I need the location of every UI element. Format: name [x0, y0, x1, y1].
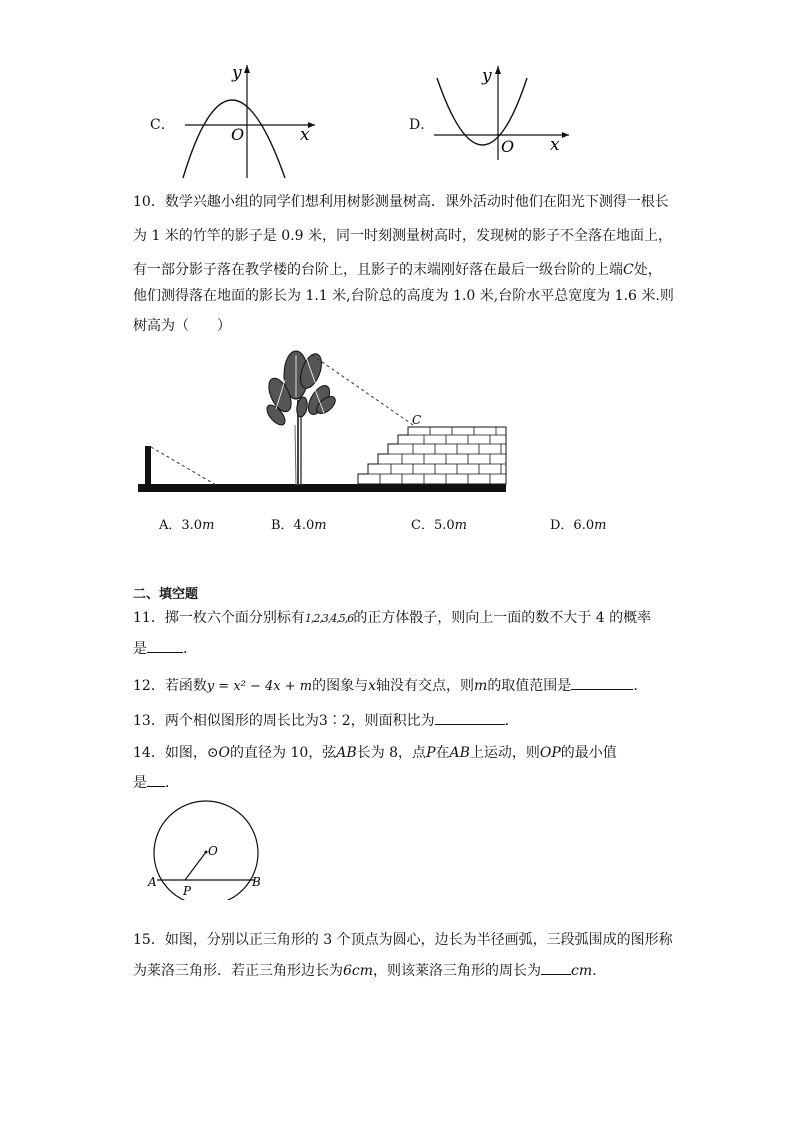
q15-line-1: 15．如图，分别以正三角形的 3 个顶点为圆心，边长为半径画弧，三段弧围成的图形称	[133, 932, 673, 948]
option-c-y-label: y	[232, 63, 242, 83]
q15-line-2: 为莱洛三角形．若正三角形边长为6cm，则该莱洛三角形的周长为 cm.	[133, 960, 597, 981]
option-c-x-label: x	[300, 125, 310, 145]
q10-option-c[interactable]: C．5.0m	[411, 518, 467, 533]
option-d	[409, 62, 574, 162]
figure-point-c-label: C	[412, 413, 422, 427]
q12-formula: y = x² − 4x + m	[206, 679, 313, 694]
option-c-origin-label: O	[231, 125, 245, 144]
q14-circle-figure	[145, 800, 270, 900]
q13-line: 13．两个相似图形的周长比为3∶2，则面积比为 ．	[133, 710, 519, 731]
q14-label-a: A	[148, 875, 157, 889]
q13-answer-blank[interactable]	[435, 710, 505, 725]
option-d-x-label: x	[550, 135, 560, 155]
q11-answer-blank[interactable]	[147, 638, 183, 653]
q10-line-4: 他们测得落在地面的影长为 1.1 米,台阶总的高度为 1.0 米,台阶水平总宽度为 1.6 米.则	[133, 288, 674, 304]
option-c-label: C．	[150, 117, 175, 133]
q14-label-p: P	[183, 884, 192, 898]
q10-line-1: 10．数学兴趣小组的同学们想利用树影测量树高．课外活动时他们在阳光下测得一根长	[133, 194, 669, 210]
option-d-graph	[431, 62, 574, 162]
pole-shadow-line	[151, 447, 216, 485]
section-heading-fill-in: 二、填空题	[133, 587, 199, 602]
q10-line-2: 为 1 米的竹竿的影子是 0.9 米，同一时刻测量树高时，发现树的影子不全落在地面上，	[133, 228, 672, 244]
q12-line: 12．若函数y = x² − 4x + m的图象与x轴没有交点，则m的取值范围是 ．	[133, 675, 647, 697]
segment-op	[185, 852, 206, 880]
q10-line-5: 树高为（ ）	[133, 318, 231, 334]
q12-answer-blank[interactable]	[571, 675, 633, 690]
option-d-origin-label: O	[501, 137, 515, 156]
q14-label-b: B	[252, 875, 261, 889]
option-d-label: D．	[409, 117, 435, 133]
q14-line-1: 14．如图，⊙O的直径为 10，弦AB长为 8，点P在AB上运动，则OP的最小值	[133, 745, 617, 761]
q14-label-o: O	[208, 844, 218, 858]
q13-ratio: 3∶2	[318, 713, 351, 729]
q14-line-2: 是 ．	[133, 772, 179, 793]
tree-leaves	[264, 351, 339, 428]
q10-line-3-text: 有一部分影子落在教学楼的台阶上，且影子的末端刚好落在最后一级台阶的上端	[133, 262, 623, 278]
q15-answer-blank[interactable]	[541, 960, 571, 975]
q14-answer-blank[interactable]	[147, 772, 165, 787]
option-c	[150, 62, 320, 182]
ground-line	[138, 484, 506, 492]
q11-numbers: 1,2,3,4,5,6	[304, 612, 354, 625]
q10-option-a[interactable]: A．3.0m	[159, 518, 215, 533]
q11-line-2: 是 ．	[133, 638, 197, 659]
option-d-y-label: y	[482, 66, 492, 86]
q11-line-1: 11．掷一枚六个面分别标有1,2,3,4,5,6的正方体骰子，则向上一面的数不大于 4 的概率	[133, 610, 652, 626]
q10-line-3	[133, 260, 662, 280]
q10-tree-shadow-figure	[130, 345, 520, 500]
bamboo-pole	[145, 446, 151, 486]
q10-option-d[interactable]: D．6.0m	[550, 518, 607, 533]
q10-option-b[interactable]: B．4.0m	[271, 518, 327, 533]
q10-line-3-end: 处，	[633, 262, 662, 278]
q10-point-c: C	[623, 262, 634, 278]
option-c-graph	[175, 62, 320, 182]
